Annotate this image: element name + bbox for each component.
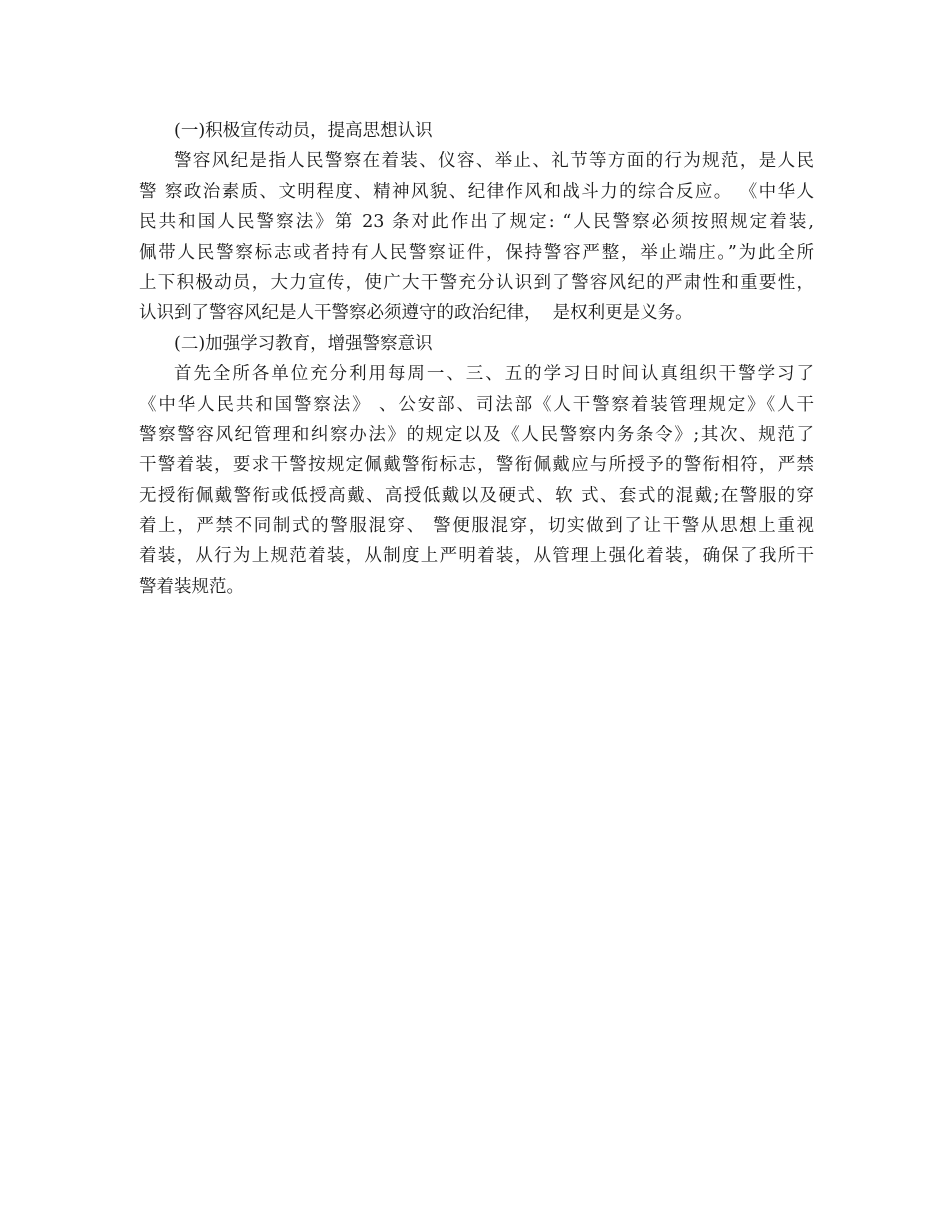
paragraph-2-line-7: 着装，从行为上规范着装，从制度上严明着装，从管理上强化着装，确保了我所干 [139,546,814,567]
paragraph-1-line-5: 上下积极动员，大力宣传，使广大干警充分认识到了警容风纪的严肃性和重要性， [139,272,814,293]
paragraph-1-line-4: 佩带人民警察标志或者持有人民警察证件，保持警容严整，举止端庄。”为此全所 [139,242,814,263]
section-heading-1: (一)积极宣传动员，提高思想认识 [174,121,433,141]
paragraph-2-line-5: 无授衔佩戴警衔或低授高戴、高授低戴以及硬式、软 式、套式的混戴;在警服的穿 [139,485,814,506]
document-body [139,116,814,602]
paragraph-2-line-2: 《中华人民共和国警察法》 、公安部、司法部《人干警察着装管理规定》《人干 [139,394,814,415]
paragraph-2-line-3: 警察警容风纪管理和纠察办法》的规定以及《人民警察内务条令》;其次、规范了 [139,424,814,445]
paragraph-2-line-6: 着上，严禁不同制式的警服混穿、 警便服混穿，切实做到了让干警从思想上重视 [139,516,814,537]
paragraph-2-line-1: 首先全所各单位充分利用每周一、三、五的学习日时间认真组织干警学习了 [174,364,814,385]
paragraph-1-line-6: 认识到了警容风纪是人干警察必须遵守的政治纪律， 是权利更是义务。 [139,303,693,324]
paragraph-1-line-2: 警 察政治素质、文明程度、精神风貌、纪律作风和战斗力的综合反应。 《中华人 [139,181,814,202]
paragraph-1-line-3: 民共和国人民警察法》第 23 条对此作出了规定: “人民警察必须按照规定着装, [139,212,814,233]
paragraph-1-line-1: 警容风纪是指人民警察在着装、仪容、举止、礼节等方面的行为规范，是人民 [174,151,814,172]
paragraph-2-line-4: 干警着装，要求干警按规定佩戴警衔标志，警衔佩戴应与所授予的警衔相符，严禁 [139,455,814,476]
section-heading-2: (二)加强学习教育，增强警察意识 [174,333,433,354]
paragraph-2-line-8: 警着装规范。 [139,576,244,597]
